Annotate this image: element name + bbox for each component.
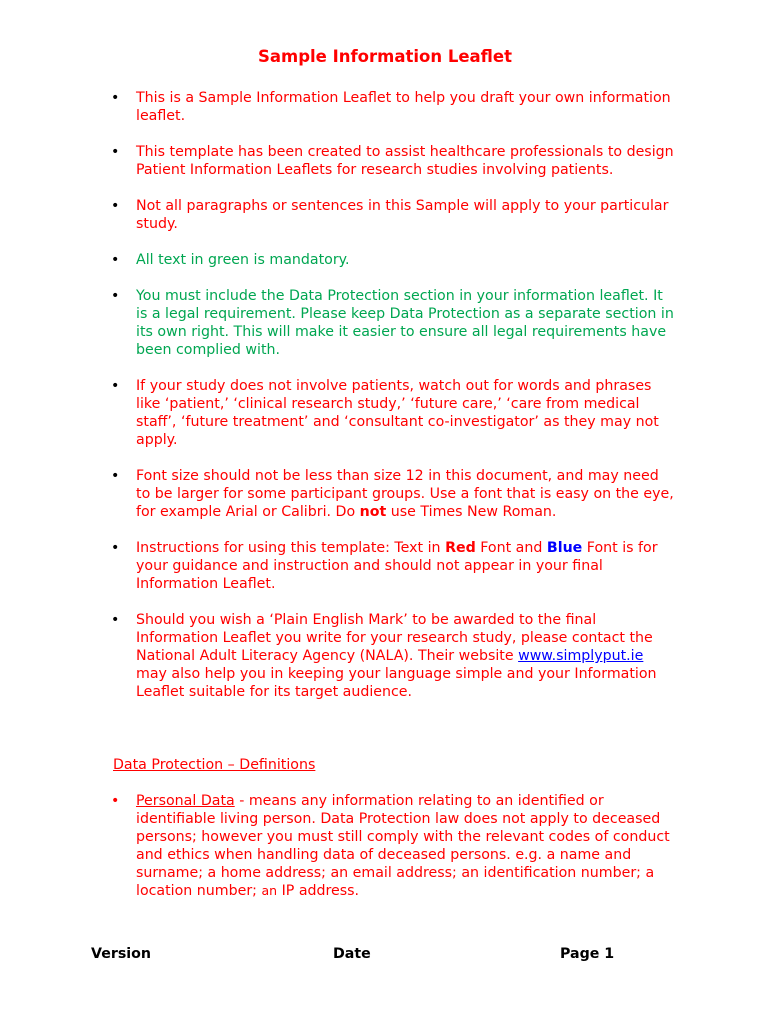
definition-text: an xyxy=(261,883,278,898)
bullet-text-part: Font is for your guidance and instruction and should not appear in your final Information Leaflet. xyxy=(136,540,658,592)
footer-date: Date xyxy=(333,946,371,962)
bullet-text: This template has been created to assist healthcare professionals to design Patient Information Leaflets for research studies involving patients. xyxy=(136,144,674,178)
list-item xyxy=(0,89,676,125)
bullet-icon: • xyxy=(111,612,120,628)
list-item xyxy=(0,792,676,900)
bullet-icon: • xyxy=(111,198,120,214)
bullet-icon: • xyxy=(111,378,120,394)
bullet-icon: • xyxy=(111,252,120,268)
bullet-text-part: Font and xyxy=(475,540,547,556)
blue-font-word: Blue xyxy=(546,540,583,556)
definition-text: - means any information relating to an identified or identifiable living person. Data Protection law does not apply to deceased persons; however you must still comply with the relevant codes of conduct and ethics when handling data of deceased persons. e.g. a name and surname; a home address; an email address; an identification number; a location number; xyxy=(136,793,670,899)
bullet-text: This is a Sample Information Leaflet to help you draft your own information leaflet. xyxy=(136,90,671,124)
instruction-list xyxy=(0,89,770,719)
bullet-text-part: Instructions for using this template: Text in xyxy=(136,540,446,556)
list-item xyxy=(0,143,676,179)
list-item xyxy=(0,197,676,233)
list-item xyxy=(0,287,676,359)
bullet-text-part: Font size should not be less than size 12 in this document, and may need to be larger for some participant groups. Use a font that is easy on the eye, for example Arial or Calibri. Do xyxy=(136,468,674,520)
bold-emphasis: not xyxy=(359,504,387,520)
bullet-icon: • xyxy=(111,288,120,304)
list-item xyxy=(0,539,676,593)
bullet-text: You must include the Data Protection section in your information leaflet. It is a legal requirement. Please keep Data Protection as a separate section in its own right. This will make it easier to ensure all legal requirements have been complied with. xyxy=(136,288,674,358)
bullet-text-part: use Times New Roman. xyxy=(386,504,557,520)
bullet-icon: • xyxy=(111,468,120,484)
list-item xyxy=(0,251,676,269)
definition-text: IP address. xyxy=(277,883,360,899)
bullet-text: All text in green is mandatory. xyxy=(136,252,350,268)
bullet-icon: • xyxy=(111,793,120,809)
bullet-icon: • xyxy=(111,144,120,160)
bullet-icon: • xyxy=(111,540,120,556)
list-item xyxy=(0,467,676,521)
bullet-text: Not all paragraphs or sentences in this Sample will apply to your particular study. xyxy=(136,198,669,232)
bullet-text: If your study does not involve patients, watch out for words and phrases like ‘patient,’ ‘clinical research study,’ ‘future care,’ ‘care from medical staff’, ‘future treatment’ and ‘consultant co-investigator’ as they may not apply. xyxy=(136,378,659,448)
footer-page-number: Page 1 xyxy=(560,946,615,962)
red-font-word: Red xyxy=(445,540,476,556)
definitions-list xyxy=(0,792,770,900)
bullet-text-part: Should you wish a ‘Plain English Mark’ to be awarded to the final Information Leaflet you write for your research study, please contact the National Adult Literacy Agency (NALA). Their website xyxy=(136,612,653,664)
footer-version: Version xyxy=(91,946,151,962)
page-title: Sample Information Leaflet xyxy=(258,47,512,66)
bullet-text-part: may also help you in keeping your language simple and your Information Leaflet suitable for its target audience. xyxy=(136,666,657,700)
bullet-icon: • xyxy=(111,90,120,106)
website-link[interactable]: www.simplyput.ie xyxy=(518,648,644,664)
list-item xyxy=(0,611,676,701)
list-item xyxy=(0,377,676,449)
section-heading: Data Protection – Definitions xyxy=(113,757,316,773)
definition-term: Personal Data xyxy=(136,793,235,809)
